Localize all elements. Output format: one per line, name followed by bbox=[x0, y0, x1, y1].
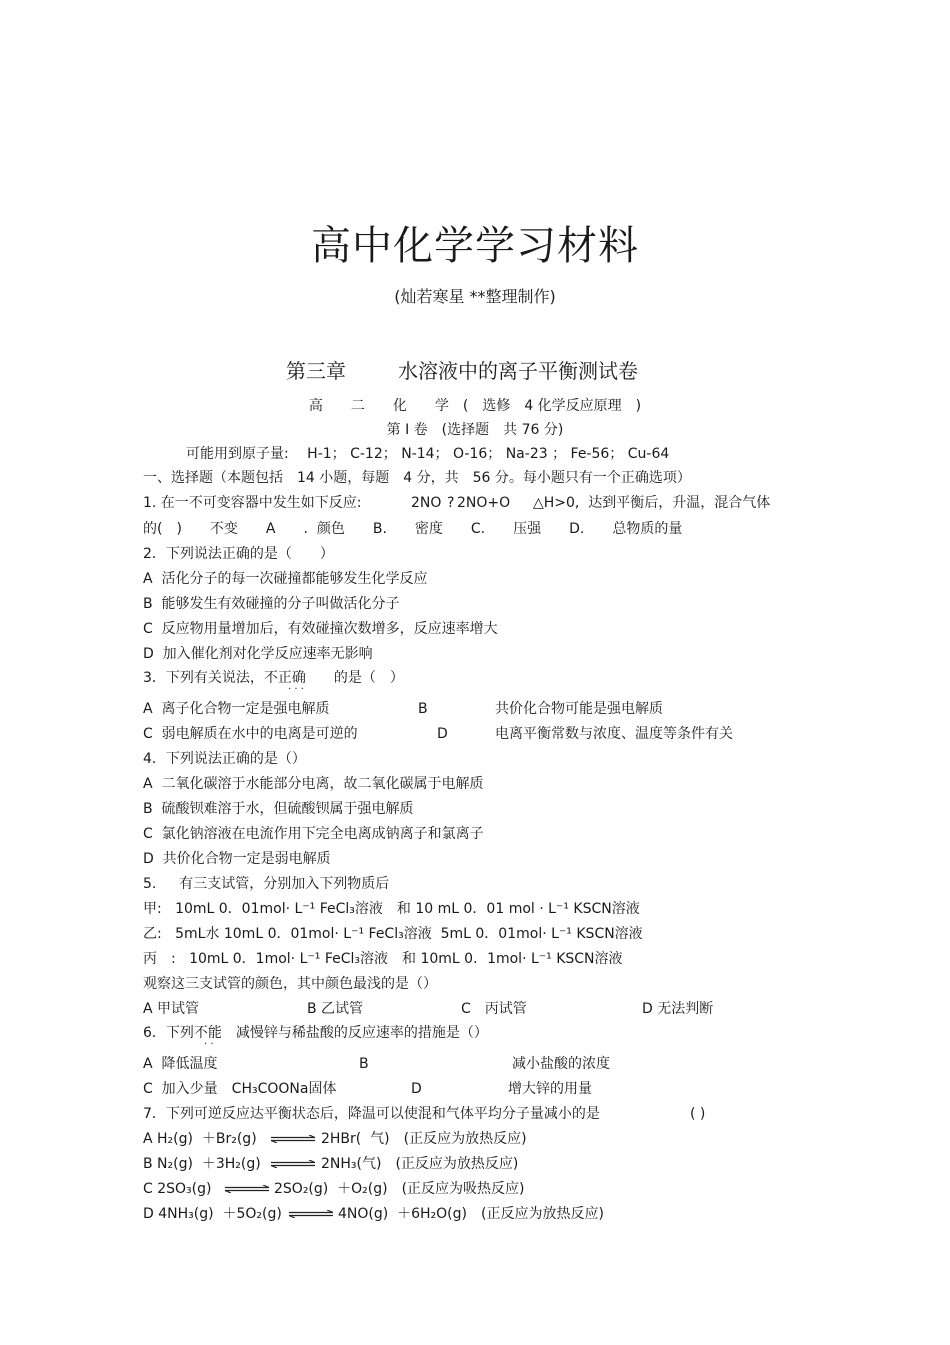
q5-tube-jia: 甲: 10mL 0．01mol· L⁻¹ FeCl₃溶液 和 10 mL 0．01 mol · L⁻¹ KSCN溶液 bbox=[143, 901, 640, 917]
q4-stem: 4．下列说法正确的是（） bbox=[143, 751, 306, 767]
reversible-arrow-icon bbox=[224, 1185, 270, 1193]
q6-option-a: A 降低温度 bbox=[143, 1056, 218, 1072]
q7-option-b-products: 2NH₃(气) (正反应为放热反应) bbox=[321, 1156, 519, 1172]
document-subtitle: (灿若寒星 **整理制作) bbox=[394, 287, 556, 306]
q7-stem: 7．下列可逆反应达平衡状态后，降温可以使混和气体平均分子量减小的是 bbox=[143, 1106, 600, 1122]
q1-product: 2NO+O bbox=[457, 495, 511, 511]
q5-option-a: A 甲试管 bbox=[143, 1001, 200, 1017]
chapter-number: 第三章 bbox=[286, 359, 346, 383]
q7-option-a-products: 2HBr( 气) (正反应为放热反应) bbox=[321, 1131, 527, 1147]
q7-option-a-reactants: A H₂(g) ＋Br₂(g) bbox=[143, 1131, 257, 1147]
q1-reactant: 2NO bbox=[411, 495, 442, 511]
q5-tube-bing: 丙 : 10mL 0．1mol· L⁻¹ FeCl₃溶液 和 10mL 0．1mol· L⁻¹ KSCN溶液 bbox=[143, 951, 623, 967]
section-heading: 一、选择题（本题包括 14 小题，每题 4 分，共 56 分。每小题只有一个正确选项） bbox=[143, 470, 691, 486]
q6-option-c: C 加入少量 CH₃COONa固体 bbox=[143, 1081, 337, 1097]
q1-equilibrium-mark: ? bbox=[447, 495, 455, 511]
course-subheading: 高 二 化 学 ( 选修 4 化学反应原理 ) bbox=[308, 398, 642, 414]
reversible-arrow-icon bbox=[270, 1160, 316, 1168]
q3-option-b: 共价化合物可能是强电解质 bbox=[495, 701, 663, 717]
q4-option-c: C 氯化钠溶液在电流作用下完全电离成钠离子和氯离子 bbox=[143, 826, 484, 842]
reversible-arrow-icon bbox=[270, 1135, 316, 1143]
q3-option-b-label: B bbox=[418, 701, 428, 717]
q5-question: 观察这三支试管的颜色，其中颜色最浅的是（） bbox=[143, 976, 437, 992]
volume-heading: 第 I 卷 (选择题 共 76 分) bbox=[386, 422, 564, 438]
q6-stem: 6．下列不能 减慢锌与稀盐酸的反应速率的措施是（） bbox=[143, 1025, 488, 1041]
q1-stem: 1. 在一不可变容器中发生如下反应: bbox=[143, 495, 362, 511]
q6-option-d-label: D bbox=[411, 1081, 422, 1097]
q1-condition: △H>0, 达到平衡后，升温，混合气体 bbox=[533, 495, 771, 511]
q2-option-c: C 反应物用量增加后，有效碰撞次数增多，反应速率增大 bbox=[143, 621, 498, 637]
q3-emphasis-dots: · · · bbox=[288, 684, 304, 695]
chapter-name: 水溶液中的离子平衡测试卷 bbox=[398, 359, 638, 383]
atomic-masses: 可能用到原子量: H-1； C-12； N-14； O-16； Na-23 ； Fe-56； Cu-64 bbox=[186, 446, 670, 462]
q4-option-a: A 二氧化碳溶于水能部分电离，故二氧化碳属于电解质 bbox=[143, 776, 484, 792]
q5-stem: 5. 有三支试管，分别加入下列物质后 bbox=[143, 876, 390, 892]
q3-option-a: A 离子化合物一定是强电解质 bbox=[143, 701, 330, 717]
reversible-arrow-icon bbox=[288, 1210, 334, 1218]
q7-answer-blank: ( ) bbox=[690, 1106, 706, 1122]
q3-option-d: 电离平衡常数与浓度、温度等条件有关 bbox=[495, 726, 733, 742]
q2-option-d: D 加入催化剂对化学反应速率无影响 bbox=[143, 646, 373, 662]
q6-option-b-label: B bbox=[359, 1056, 369, 1072]
q7-option-b-reactants: B N₂(g) ＋3H₂(g) bbox=[143, 1156, 261, 1172]
q4-option-d: D 共价化合物一定是弱电解质 bbox=[143, 851, 331, 867]
q7-option-d-reactants: D 4NH₃(g) ＋5O₂(g) bbox=[143, 1206, 282, 1222]
q3-option-c: C 弱电解质在水中的电离是可逆的 bbox=[143, 726, 358, 742]
q5-option-d: D 无法判断 bbox=[642, 1001, 714, 1017]
q7-option-c-products: 2SO₂(g) ＋O₂(g) (正反应为吸热反应) bbox=[274, 1181, 525, 1197]
q6-option-d: 增大锌的用量 bbox=[508, 1081, 592, 1097]
q6-option-b: 减小盐酸的浓度 bbox=[512, 1056, 610, 1072]
q2-option-b: B 能够发生有效碰撞的分子叫做活化分子 bbox=[143, 596, 400, 612]
document-title: 高中化学学习材料 bbox=[311, 223, 639, 269]
q2-stem: 2．下列说法正确的是（ ） bbox=[143, 546, 334, 562]
q4-option-b: B 硫酸钡难溶于水，但硫酸钡属于强电解质 bbox=[143, 801, 414, 817]
q1-options: 的( ) 不变 A . 颜色 B. 密度 C. 压强 D. 总物质的量 bbox=[143, 521, 683, 537]
q6-emphasis-dots: · · bbox=[204, 1039, 214, 1050]
q2-option-a: A 活化分子的每一次碰撞都能够发生化学反应 bbox=[143, 571, 428, 587]
q5-option-c: C 丙试管 bbox=[461, 1001, 527, 1017]
q5-option-b: B 乙试管 bbox=[307, 1001, 364, 1017]
q7-option-d-products: 4NO(g) ＋6H₂O(g) (正反应为放热反应) bbox=[338, 1206, 604, 1222]
q7-option-c-reactants: C 2SO₃(g) bbox=[143, 1181, 212, 1197]
q3-stem: 3．下列有关说法，不正确 的是（ ） bbox=[143, 670, 404, 686]
q5-tube-yi: 乙: 5mL水 10mL 0．01mol· L⁻¹ FeCl₃溶液 5mL 0．01mol· L⁻¹ KSCN溶液 bbox=[143, 926, 643, 942]
q3-option-d-label: D bbox=[437, 726, 448, 742]
